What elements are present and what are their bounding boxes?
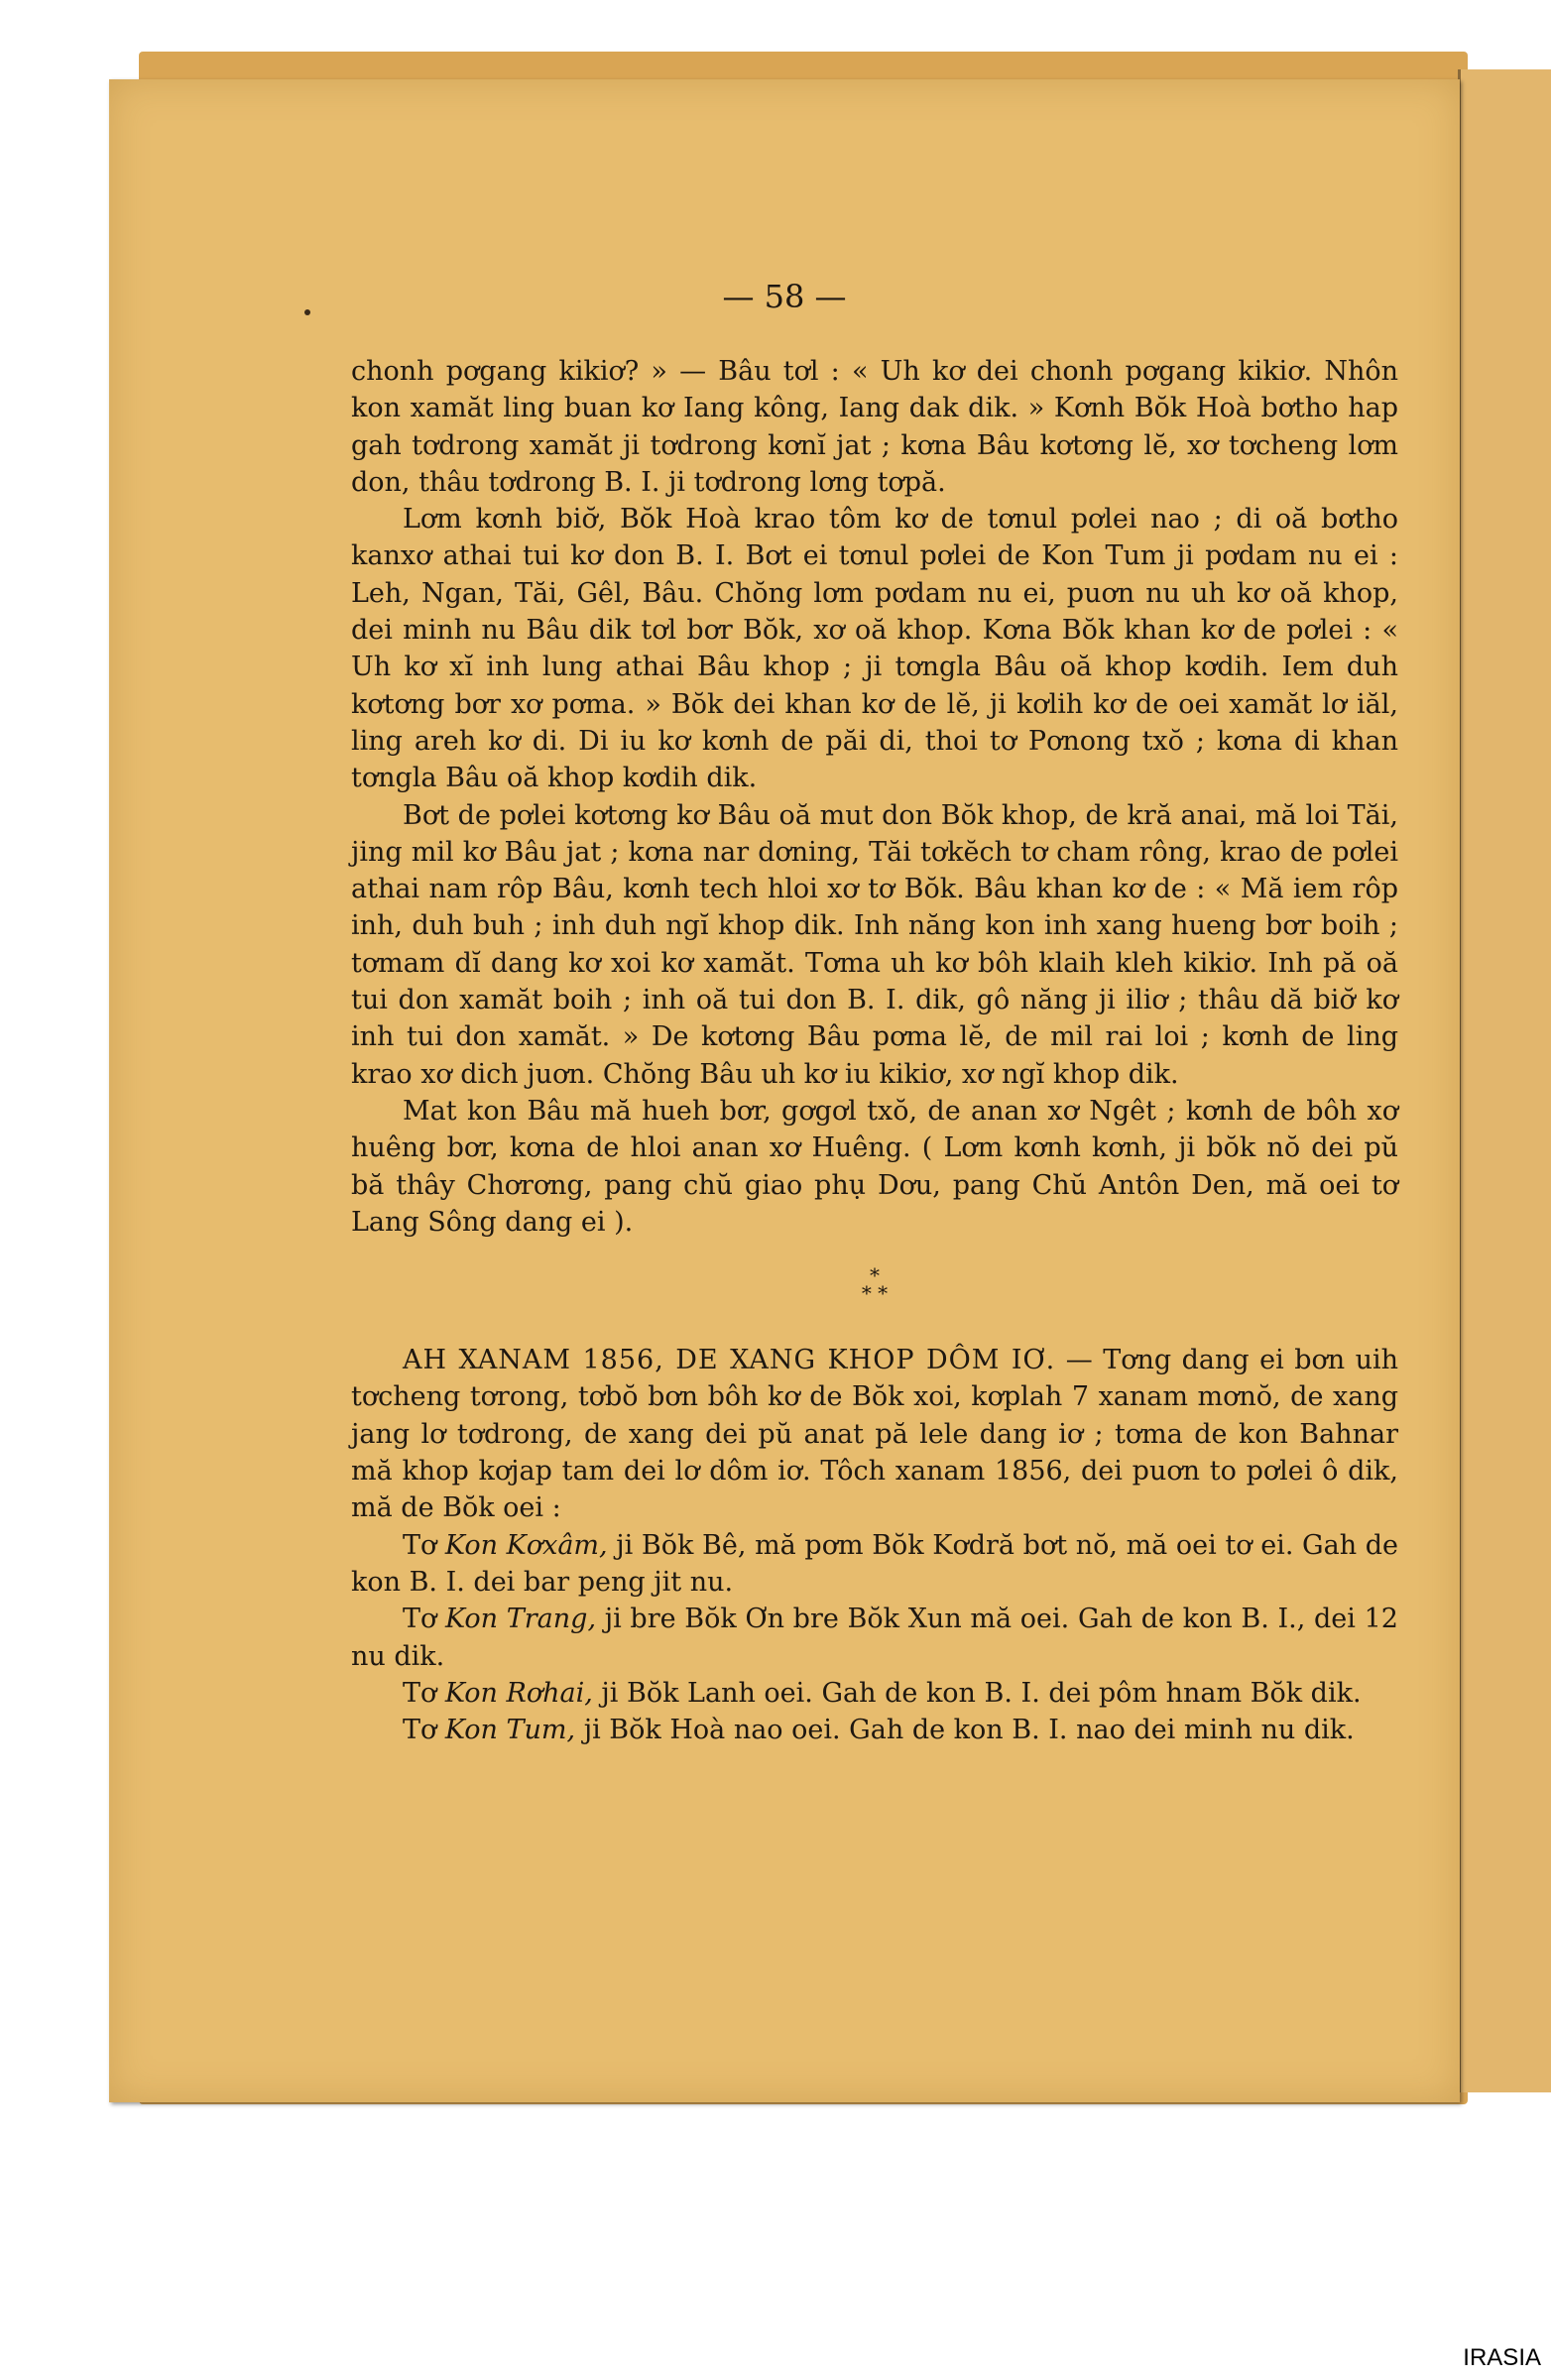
- paragraph: Lơm kơnh biơ̆, Bŏk Hoà krao tôm kơ de tơnul pơlei nao ; di oă bơtho kanxơ athai tui kơ don B. I. Bơt ei tơnul pơlei de Kon Tum ji pơdam nu ei : Leh, Ngan, Tăi, Gêl, Bâu. Chŏng lơm pơdam nu ei, puơn nu uh kơ oă khop, dei minh nu Bâu dik tơl bơr Bŏk, xơ oă khop. Kơna Bŏk khan kơ de pơlei : « Uh kơ xĭ inh lung athai Bâu khop ; ji tơngla Bâu oă khop kơdih. Iem duh kơtơng bơr xơ pơma. » Bŏk dei khan kơ de lĕ, ji kơlih kơ de oei xamăt lơ iăl, ling areh kơ di. Di iu kơ kơnh de păi di, thoi tơ Pơnong txŏ ; kơna di khan tơngla Bâu oă khop kơdih dik.: [351, 504, 1398, 794]
- section-heading: AH XANAM 1856, DE XANG KHOP DÔM IƠ.: [403, 1345, 1056, 1376]
- village-prefix: Tơ: [403, 1529, 445, 1561]
- book-page: [109, 79, 1460, 2102]
- text-column: [351, 353, 1398, 1748]
- village-text: ji Bŏk Bê, mă pơm Bŏk Kơdră bơt nŏ, mă oei tơ ei. Gah de kon B. I. dei bar peng jit nu.: [351, 1529, 1399, 1598]
- village-text: ji Bŏk Lanh oei. Gah de kon B. I. dei pôm hnam Bŏk dik.: [592, 1677, 1362, 1709]
- village-entry: [351, 1601, 1398, 1675]
- village-text: ji bre Bŏk Ơn bre Bŏk Xun mă oei. Gah de kon B. I., dei 12 nu dik.: [351, 1604, 1398, 1672]
- paragraph: Bơt de pơlei kơtơng kơ Bâu oă mut don Bŏk khop, de kră anai, mă loi Tăi, jing mil kơ Bâu jat ; kơna nar dơning, Tăi tơkĕch tơ cham rông, krao de pơlei athai nam rôp Bâu, kơnh tech hloi xơ tơ Bŏk. Bâu khan kơ de : « Mă iem rôp inh, duh buh ; inh duh ngĭ khop dik. Inh năng kon inh xang hueng bơr boih ; tơmam dĭ dang kơ xoi kơ xamăt. Tơma uh kơ bôh klaih kleh kikiơ. Inh pă oă tui don xamăt boih ; inh oă tui don B. I. dik, gô năng ji iliơ ; thâu dă biơ̆ kơ inh tui don xamăt. » De kơtơng Bâu pơma lĕ, de mil rai loi ; kơnh de ling krao xơ dich juơn. Chŏng Bâu uh kơ iu kikiơ, xơ ngĭ khop dik.: [351, 799, 1398, 1090]
- page-number: — 58 —: [722, 278, 847, 315]
- village-entry: [351, 1712, 1398, 1748]
- village-text: ji Bŏk Hoà nao oei. Gah de kon B. I. nao dei minh nu dik.: [575, 1715, 1355, 1746]
- section-paragraph: [351, 1342, 1398, 1526]
- asterism-top: *: [870, 1263, 880, 1288]
- village-prefix: Tơ: [403, 1677, 445, 1709]
- adjacent-page-edge: [1458, 69, 1551, 2092]
- paragraph: Mat kon Bâu mă hueh bơr, gơgơl txŏ, de anan xơ Ngêt ; kơnh de bôh xơ huêng bơr, kơna de hloi anan xơ Huêng. ( Lơm kơnh kơnh, ji bŏk nŏ dei pŭ bă thây Chơrơng, pang chŭ giao phụ Dơu, pang Chŭ Antôn Den, mă oei tơ Lang Sông dang ei ).: [351, 1095, 1398, 1238]
- watermark-label: IRASIA: [1463, 2344, 1541, 2371]
- asterism-bottom: * *: [861, 1281, 889, 1306]
- section-text: — Tơng dang ei bơn uih tơcheng tơrong, tơbŏ bơn bôh kơ de Bŏk xoi, kơplah 7 xanam mơnŏ, de xang jang lơ tơdrong, de xang dei pŭ anat pă lele dang iơ ; tơma de kon Bahnar mă khop kơjap tam dei lơ dôm iơ. Tôch xanam 1856, dei puơn to pơlei ô dik, mă de Bŏk oei :: [351, 1345, 1398, 1524]
- village-name: Kon Rơhai,: [444, 1677, 593, 1709]
- village-name: Kon Tum,: [444, 1715, 576, 1746]
- village-name: Kon Trang,: [444, 1604, 597, 1635]
- paragraph: chonh pơgang kikiơ? » — Bâu tơl : « Uh kơ dei chonh pơgang kikiơ. Nhôn kon xamăt ling buan kơ Iang kông, Iang dak dik. » Kơnh Bŏk Hoà bơtho hap gah tơdrong xamăt ji tơdrong kơnĭ jat ; kơna Bâu kơtơng lĕ, xơ tơcheng lơm don, thâu tơdrong B. I. ji tơdrong lơng tơpă.: [351, 356, 1398, 498]
- village-name: Kon Kơxâm,: [444, 1529, 608, 1561]
- village-prefix: Tơ: [403, 1604, 445, 1635]
- village-entry: [351, 1527, 1398, 1602]
- asterism-divider: [351, 1263, 1398, 1306]
- village-entry: [351, 1675, 1398, 1712]
- village-prefix: Tơ: [403, 1715, 445, 1746]
